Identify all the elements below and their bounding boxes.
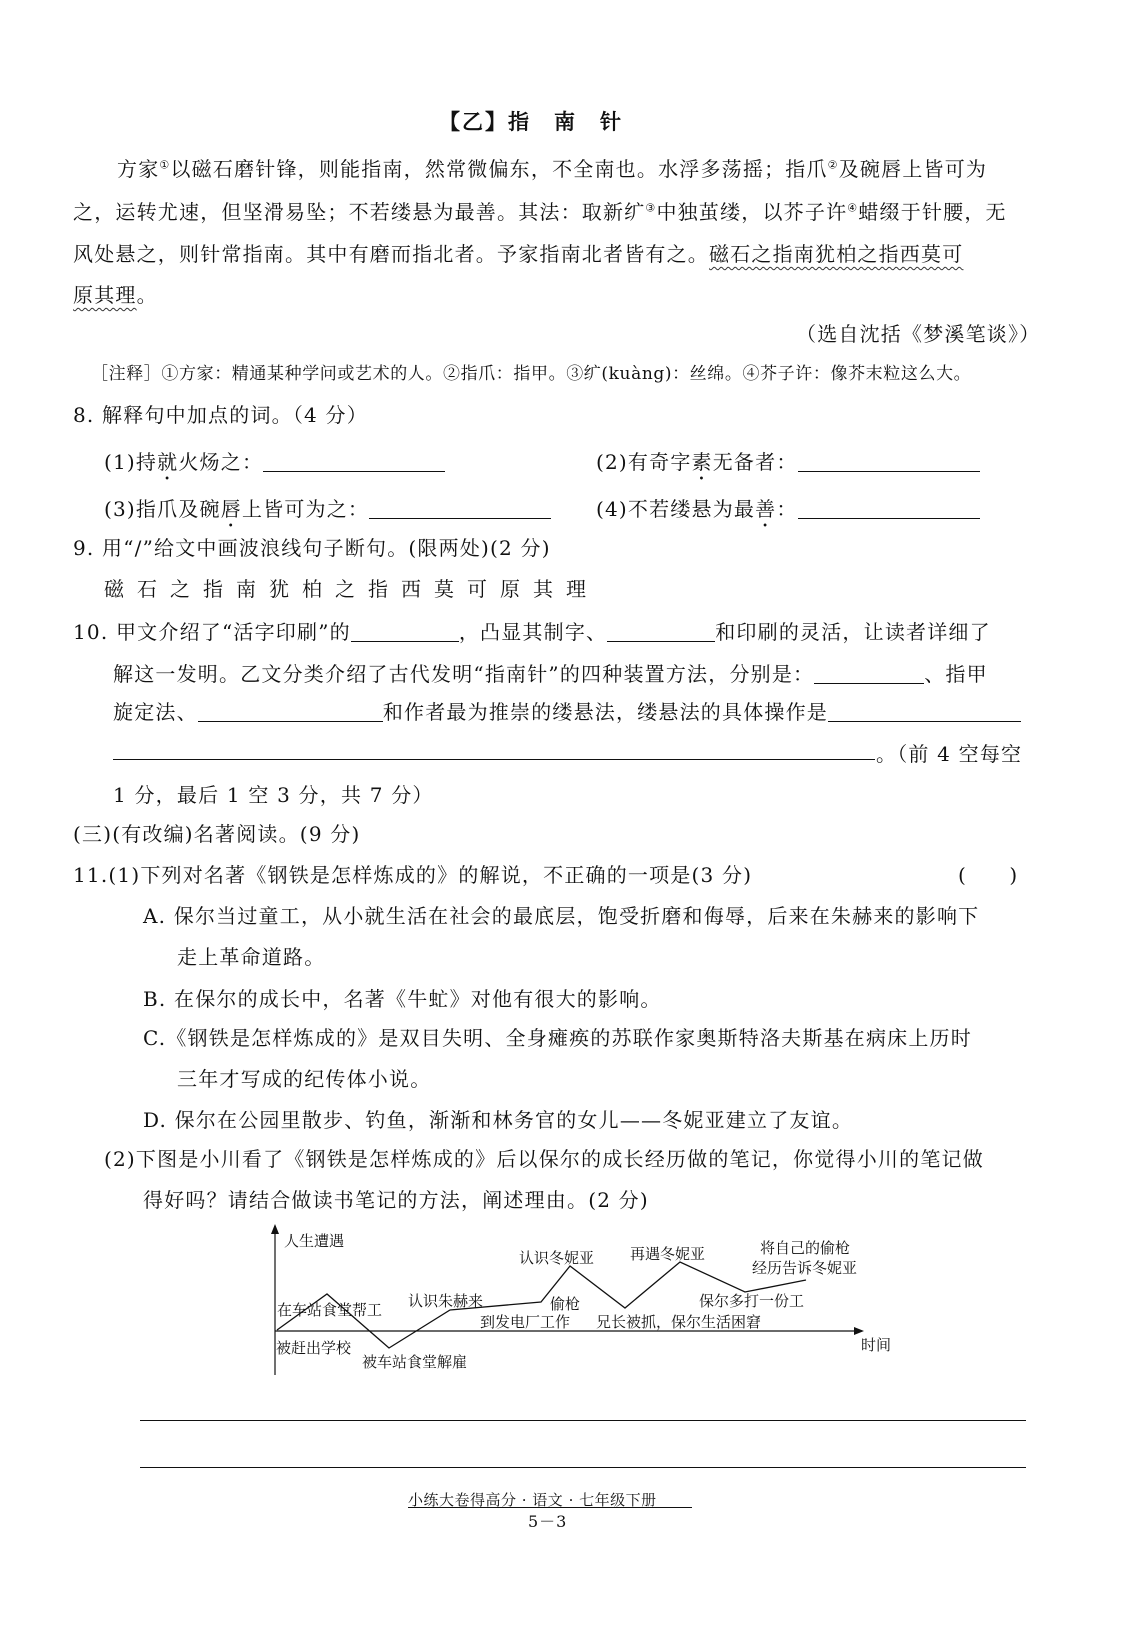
x-axis-label: 时间 (861, 1336, 892, 1354)
passage-line-3: 风处悬之，则针常指南。其中有磨而指北者。予家指南北者皆有之。磁石之指南犹柏之指西莫可 (73, 242, 964, 266)
passage-line-2: 之，运转尤速，但坚滑易坠；不若缕悬为最善。其法：取新纩③中独茧缕，以芥子许④蜡缀于针腰，无 (73, 200, 1007, 224)
event-label: 再遇冬妮亚 (630, 1245, 706, 1263)
q11-option-d[interactable]: D. 保尔在公园里散步、钓鱼，渐渐和林务官的女儿——冬妮亚建立了友谊。 (143, 1108, 854, 1132)
event-label: 被车站食堂解雇 (362, 1353, 468, 1371)
event-label: 认识冬妮亚 (519, 1249, 595, 1267)
q11-part-1-stem: 11.(1)下列对名著《钢铁是怎样炼成的》的解说，不正确的一项是(3 分) (73, 863, 753, 887)
event-label: 保尔多打一份工 (699, 1292, 805, 1310)
q10-line-2: 解这一发明。乙文分类介绍了古代发明“指南针”的四种装置方法，分别是： 、指甲 (113, 662, 988, 686)
annotation: ［注释］①方家：精通某种学问或艺术的人。②指爪：指甲。③纩(kuàng)：丝绵。④芥子许：像芥末粒这么大。 (91, 364, 972, 384)
q9-stem: 9. 用“/”给文中画波浪线句子断句。(限两处)(2 分) (73, 536, 551, 560)
q10-line-4: 。（前 4 空每空 (876, 742, 1023, 766)
q9-sentence[interactable]: 磁石之指南犹柏之指西莫可原其理 (104, 577, 599, 601)
event-label: 在车站食堂帮工 (277, 1301, 383, 1319)
q8-item-2: (2)有奇字素无备者： (596, 446, 980, 485)
q11-option-a[interactable]: A. 保尔当过童工，从小就生活在社会的最底层，饱受折磨和侮辱，后来在朱赫来的影响下 (143, 904, 980, 928)
q11-part-2-stem-cont: 得好吗？请结合做读书笔记的方法，阐述理由。(2 分) (143, 1188, 649, 1212)
event-label: 被赶出学校 (276, 1339, 352, 1357)
q11-part-2-stem: (2)下图是小川看了《钢铁是怎样炼成的》后以保尔的成长经历做的笔记，你觉得小川的笔记做 (104, 1147, 984, 1171)
footer-divider (408, 1507, 692, 1508)
q10-line-5: 1 分，最后 1 空 3 分，共 7 分） (113, 783, 434, 807)
q8-stem: 8. 解释句中加点的词。（4 分） (73, 403, 368, 427)
x-axis-arrow (854, 1327, 864, 1335)
event-label: 认识朱赫来 (408, 1292, 484, 1310)
event-label: 将自己的偷枪 (760, 1239, 851, 1257)
answer-line-2[interactable] (140, 1467, 1026, 1468)
passage-line-4: 原其理。 (73, 283, 158, 307)
y-axis-label: 人生遭遇 (284, 1232, 345, 1250)
q11-option-a-cont: 走上革命道路。 (177, 945, 326, 969)
event-label: 偷枪 (550, 1295, 581, 1313)
q11-option-b[interactable]: B. 在保尔的成长中，名著《牛虻》对他有很大的影响。 (143, 987, 662, 1011)
event-label: 经历告诉冬妮亚 (752, 1259, 858, 1277)
event-label: 兄长被抓，保尔生活困窘 (596, 1313, 762, 1331)
passage-line-1: 方家①以磁石磨针锋，则能指南，然常微偏东，不全南也。水浮多荡摇；指爪②及碗唇上皆可为 (117, 157, 988, 181)
q8-item-1: (1)持就火炀之： (104, 446, 445, 485)
event-label: 到发电厂工作 (480, 1313, 571, 1331)
q10-line-1: 10. 甲文介绍了“活字印刷”的 ，凸显其制字、 和印刷的灵活，让读者详细了 (73, 620, 991, 644)
source-citation: （选自沈括《梦溪笔谈》） (796, 322, 1041, 346)
q10-line-3: 旋定法、 和作者最为推崇的缕悬法，缕悬法的具体操作是 (113, 696, 1021, 725)
q8-item-3: (3)指爪及碗唇上皆可为之： (104, 493, 551, 532)
section-3-heading: (三)(有改编)名著阅读。(9 分) (73, 822, 361, 846)
footer-book-title: 小练大卷得高分 · 语文 · 七年级下册 (408, 1491, 657, 1509)
q11-option-c-cont: 三年才写成的纪传体小说。 (177, 1067, 432, 1091)
passage-title: 【乙】指 南 针 (439, 109, 623, 134)
q11-answer-paren[interactable]: ( ) (958, 863, 1019, 887)
page-number: 5－3 (528, 1512, 568, 1531)
answer-line-1[interactable] (140, 1420, 1026, 1421)
y-axis-arrow (271, 1224, 279, 1234)
q8-item-4: (4)不若缕悬为最善： (596, 493, 980, 532)
q11-option-c[interactable]: C.《钢铁是怎样炼成的》是双目失明、全身瘫痪的苏联作家奥斯特洛夫斯基在病床上历时 (143, 1026, 972, 1050)
